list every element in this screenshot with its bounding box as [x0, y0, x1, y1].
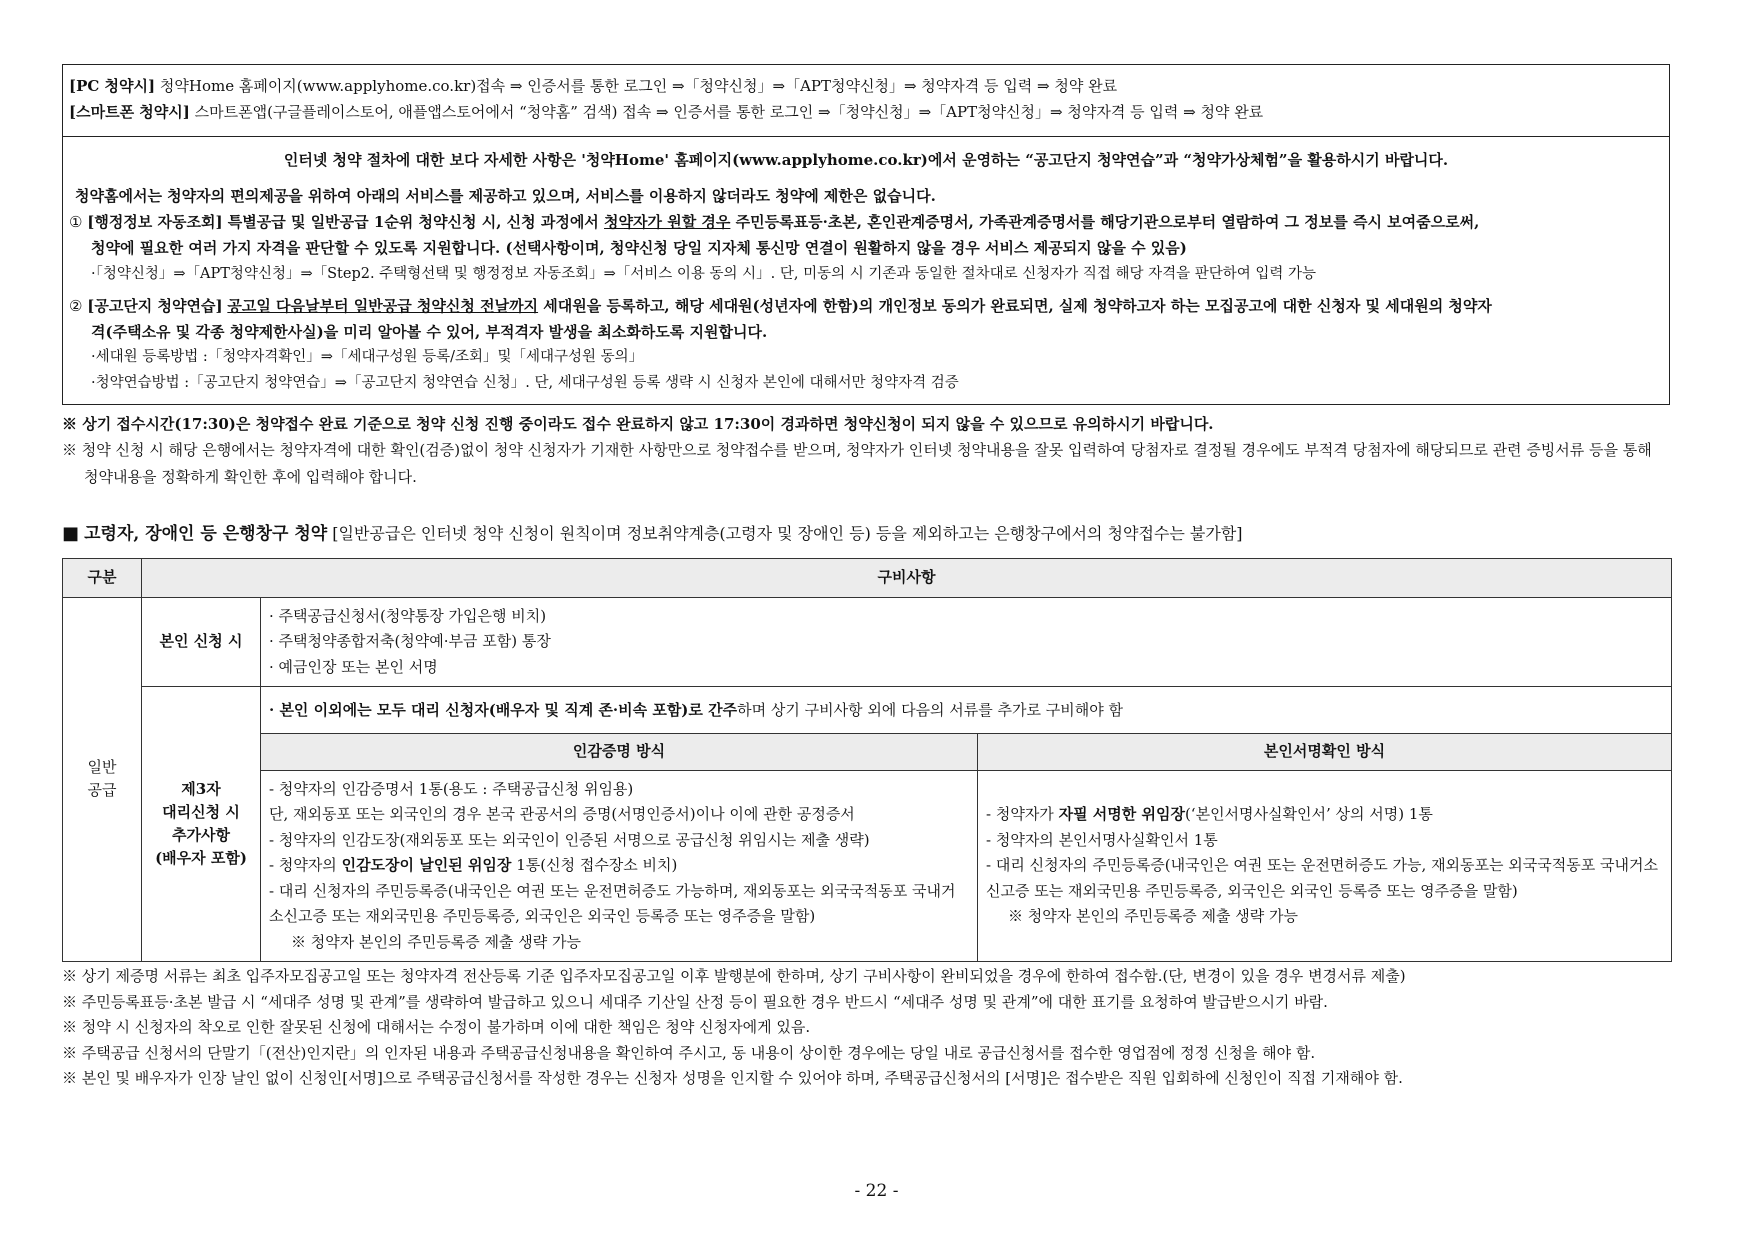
self-item: · 주택공급신청서(청약통장 가입은행 비치) [269, 606, 547, 625]
notes-block-1 [62, 411, 1670, 490]
item2-label: [공고단지 청약연습] [87, 296, 223, 315]
proxy-note-rest: 하며 상기 구비사항 외에 다음의 서류를 추가로 구비해야 함 [737, 700, 1124, 719]
item1-text-b: 주민등록표등·초본, 혼인관계증명서, 가족관계증명서를 해당기관으로부터 열람하여 그 정보를 즉시 보여줌으로써, [730, 213, 1480, 231]
self-item: · 예금인장 또는 본인 서명 [269, 657, 438, 676]
requirements-table [62, 558, 1672, 962]
self-apply-label: 본인 신청 시 [142, 597, 261, 687]
item2-line2: 격(주택소유 및 각종 청약제한사실)을 미리 알아볼 수 있어, 부적격자 발생을 최소화하도록 지원합니다. [91, 323, 768, 342]
seal-item: - 대리 신청자의 주민등록증(내국인은 여권 또는 운전면허증도 가능하며, 재외동포는 외국국적동포 국내거소신고증 또는 재외국민용 주민등록증, 외국인은 외국인 등록증 또는 영주증을 말함) [269, 881, 956, 926]
note-item: ※ 상기 제증명 서류는 최초 입주자모집공고일 또는 청약자격 전산등록 기준 입주자모집공고일 이후 발행분에 한하며, 상기 구비사항이 완비되었을 경우에 한하여 접수함.(단, 변경이 있을 경우 변경서류 제출) [62, 967, 1406, 986]
header-requirements: 구비사항 [142, 558, 1672, 597]
smartphone-text: 스마트폰앱(구글플레이스토어, 애플앱스토어에서 “청약홈” 검색) 접속 ⇒ 인증서를 통한 로그인 ⇒「청약신청」⇒「APT청약신청」⇒ 청약자격 등 입력 ⇒ 청약 완료 [189, 103, 1264, 122]
sign-item: ※ 청약자 본인의 주민등록증 제출 생략 가능 [1008, 907, 1298, 926]
third-party-label [142, 687, 261, 962]
pc-application-line [69, 73, 1663, 99]
sign-item: - 청약자의 본인서명사실확인서 1통 [986, 830, 1218, 849]
item1-bullet: ·「청약신청」⇒「APT청약신청」⇒「Step2. 주택형선택 및 행정정보 자동조회」⇒「서비스 이용 동의 시」. 단, 미동의 시 기존과 동일한 절차대로 신청자가 직접 해당 자격을 판단하여 입력 가능 [91, 265, 1317, 282]
note-item: ※ 청약 시 신청자의 착오로 인한 잘못된 신청에 대해서는 수정이 불가하며 이에 대한 책임은 청약 신청자에게 있음. [62, 1018, 811, 1037]
item2-text-b: 세대원을 등록하고, 해당 세대원(성년자에 한함)의 개인정보 동의가 완료되면, 실제 청약하고자 하는 모집공고에 대한 신청자 및 세대원의 청약자 [538, 296, 1492, 315]
third-label-line: 제3자 [181, 779, 221, 798]
sign-item-bold: 자필 서명한 위임장 [1058, 805, 1185, 824]
square-bullet-icon: ■ [62, 522, 80, 544]
section-title: 고령자, 장애인 등 은행창구 청약 [84, 523, 328, 544]
seal-item-part: - 청약자의 [269, 856, 342, 875]
item1-number: ① [69, 213, 83, 231]
pc-label: [PC 청약시] [69, 77, 156, 95]
internet-application-box [62, 64, 1670, 405]
note-item: ※ 주민등록표등·초본 발급 시 “세대주 성명 및 관계”를 생략하여 발급하고 있으니 세대주 기산일 산정 등이 필요한 경우 반드시 “세대주 성명 및 관계”에 대한 표기를 요청하여 발급받으시기 바람. [62, 992, 1328, 1011]
note-bank-verification: ※ 청약 신청 시 해당 은행에서는 청약자격에 대한 확인(검증)없이 청약 신청자가 기재한 사항만으로 청약접수를 받으며, 청약자가 인터넷 청약내용을 잘못 입력하여 당첨자로 결정될 경우에도 부적격 당첨자에 해당되므로 관련 증빙서류 등을 통해 청약내용을 정확하게 확인한 후에 입력해야 합니다. [62, 441, 1652, 486]
third-label-line: (배우자 포함) [155, 849, 247, 868]
item2-underline: 공고일 다음날부터 일반공급 청약신청 전날까지 [227, 296, 539, 315]
service-intro: 청약홈에서는 청약자의 편의제공을 위하여 아래의 서비스를 제공하고 있으며, 서비스를 이용하지 않더라도 청약에 제한은 없습니다. [75, 186, 936, 205]
proxy-note-bold: · 본인 이외에는 모두 대리 신청자(배우자 및 직계 존·비속 포함)로 간주 [269, 700, 738, 719]
seal-item: ※ 청약자 본인의 주민등록증 제출 생략 가능 [291, 932, 581, 951]
info-line: 인터넷 청약 절차에 대한 보다 자세한 사항은 '청약Home' 홈페이지(www.applyhome.co.kr)에서 운영하는 “공고단지 청약연습”과 “청약가상체험”을 활용하시기 바랍니다. [283, 150, 1449, 169]
service-item-1 [69, 209, 1663, 287]
item1-label: [행정정보 자동조회] [87, 213, 223, 231]
section-heading [62, 520, 1670, 548]
note-deadline: ※ 상기 접수시간(17:30)은 청약접수 완료 기준으로 청약 신청 진행 중이라도 접수 완료하지 않고 17:30이 경과하면 청약신청이 되지 않을 수 있으므로 유의하시기 바랍니다. [62, 415, 1214, 434]
page-number: - 22 - [854, 1181, 899, 1201]
item1-underline: 청약자가 원할 경우 [604, 213, 731, 231]
item2-bullet1: ·세대원 등록방법 :「청약자격확인」⇒「세대구성원 등록/조회」및「세대구성원 동의」 [91, 349, 644, 366]
third-label-line: 대리신청 시 [162, 802, 240, 821]
header-category: 구분 [63, 558, 142, 597]
smartphone-label: [스마트폰 청약시] [69, 103, 190, 122]
seal-item-part: 1통(신청 접수장소 비치) [511, 856, 678, 875]
notes-block-2 [62, 964, 1670, 1092]
self-item: · 주택청약종합저축(청약예·부금 포함) 통장 [269, 632, 551, 651]
document-page [62, 64, 1670, 1092]
seal-item: - 청약자의 인감증명서 1통(용도 : 주택공급신청 위임용) [269, 779, 634, 798]
third-label-line: 추가사항 [172, 826, 230, 845]
seal-item-bold: 인감도장이 날인된 위임장 [341, 856, 512, 875]
proxy-note-cell [261, 687, 1672, 734]
section-subtitle: [일반공급은 인터넷 청약 신청이 원칙이며 정보취약계층(고령자 및 장애인 등) 등을 제외하고는 은행창구에서의 청약접수는 불가함] [327, 523, 1243, 543]
seal-item: - 청약자의 인감도장(재외동포 또는 외국인이 인증된 서명으로 공급신청 위임시는 제출 생략) [269, 830, 870, 849]
seal-item [269, 853, 969, 879]
service-item-2 [69, 293, 1663, 396]
smartphone-application-line [69, 99, 1663, 125]
sign-item-part: (‘본인서명사실확인서’ 상의 서명) 1통 [1184, 805, 1433, 824]
sign-item: - 대리 신청자의 주민등록증(내국인은 여권 또는 운전면허증도 가능, 재외동포는 외국국적동포 국내거소신고증 또는 재외국민용 주민등록증, 외국인은 외국인 등록증 또는 영주증을 말함) [986, 856, 1658, 900]
general-supply-cell: 일반 공급 [63, 597, 142, 961]
application-method-section [63, 65, 1669, 137]
sign-method-header: 본인서명확인 방식 [978, 734, 1672, 770]
sign-method-items [978, 770, 1672, 962]
item1-line2: 청약에 필요한 여러 가지 자격을 판단할 수 있도록 지원합니다. (선택사항이며, 청약신청 당일 지자체 통신망 연결이 원활하지 않을 경우 서비스 제공되지 않을 수 있음) [91, 239, 1187, 258]
note-item: ※ 주택공급 신청서의 단말기「(전산)인지란」의 인자된 내용과 주택공급신청내용을 확인하여 주시고, 동 내용이 상이한 경우에는 당일 내로 공급신청서를 접수한 영업점에 정정 신청을 해야 함. [62, 1043, 1316, 1062]
item2-bullet2: ·청약연습방법 :「공고단지 청약연습」⇒「공고단지 청약연습 신청」. 단, 세대구성원 등록 생략 시 신청자 본인에 대해서만 청약자격 검증 [91, 374, 959, 391]
pc-text: 청약Home 홈페이지(www.applyhome.co.kr)접속 ⇒ 인증서를 통한 로그인 ⇒「청약신청」⇒「APT청약신청」⇒ 청약자격 등 입력 ⇒ 청약 완료 [155, 77, 1118, 95]
self-apply-items [261, 597, 1672, 687]
seal-method-header: 인감증명 방식 [261, 734, 978, 770]
note-item: ※ 본인 및 배우자가 인장 날인 없이 신청인[서명]으로 주택공급신청서를 작성한 경우는 신청자 성명을 인지할 수 있어야 하며, 주택공급신청서의 [서명]은 접수받은 직원 입회하에 신청인이 직접 기재해야 함. [62, 1069, 1403, 1088]
item1-text-a: 특별공급 및 일반공급 1순위 청약신청 시, 신청 과정에서 [222, 213, 605, 231]
item2-number: ② [69, 296, 83, 315]
seal-item: 단, 재외동포 또는 외국인의 경우 본국 관공서의 증명(서명인증서)이나 이에 관한 공정증서 [269, 805, 855, 824]
sign-item-part: - 청약자가 [986, 805, 1059, 824]
service-info-section [63, 137, 1669, 405]
seal-method-items [261, 770, 978, 962]
sign-item [986, 802, 1663, 828]
